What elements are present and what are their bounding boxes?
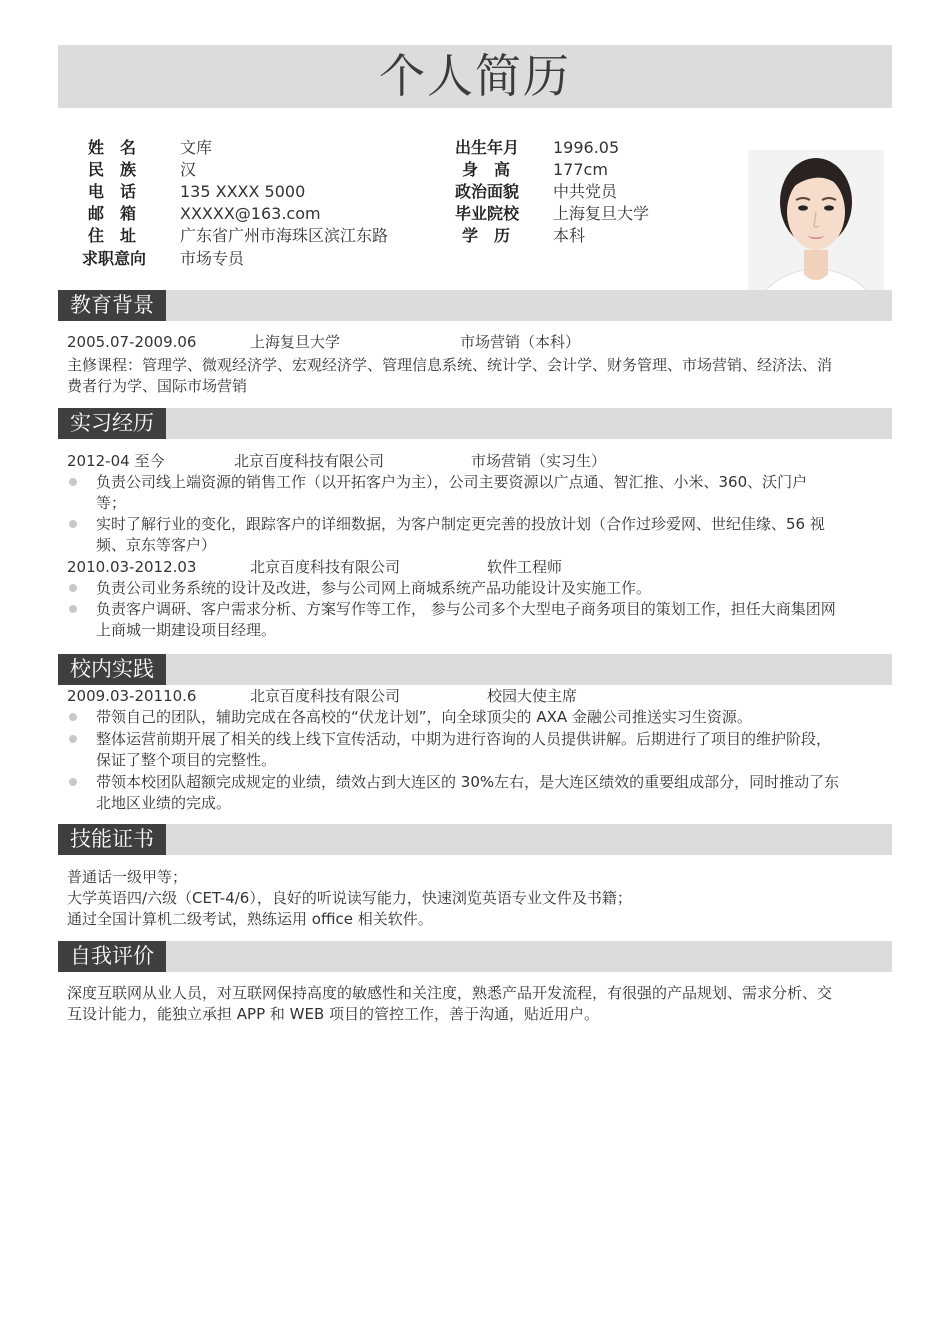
internship-job1-bullet2-line1: 实时了解行业的变化，跟踪客户的详细数据，为客户制定更完善的投放计划（合作过珍爱网、世纪佳缘、56 视 — [96, 515, 825, 533]
bullet-dot-icon — [69, 713, 77, 721]
label-height: 身 高 — [462, 160, 511, 179]
portrait-photo — [748, 150, 884, 312]
internship-job1-bullet1-line1: 负责公司线上端资源的销售工作（以开拓客户为主），公司主要资源以广点通、智汇推、小米、360、沃门户 — [96, 473, 808, 491]
value-phone: 135 XXXX 5000 — [180, 182, 306, 201]
value-political: 中共党员 — [553, 182, 618, 201]
education-school: 上海复旦大学 — [250, 333, 341, 351]
education-major: 市场营销（本科） — [460, 333, 581, 351]
education-section-header — [58, 290, 892, 321]
internship-job2-period: 2010.03-2012.03 — [67, 558, 197, 576]
internship-section-header — [58, 408, 892, 439]
skills-section-header — [58, 824, 892, 855]
campus-period: 2009.03-20110.6 — [67, 687, 197, 705]
campus-bullet2-line1: 整体运营前期开展了相关的线上线下宣传活动，中期为进行咨询的人员提供讲解。后期进行了项目的维护阶段， — [96, 730, 832, 748]
skills-line1: 普通话一级甲等； — [67, 868, 188, 886]
label-name: 姓 名 — [88, 138, 137, 157]
campus-bullet2-line2: 保证了整个项目的完整性。 — [96, 751, 277, 769]
campus-company: 北京百度科技有限公司 — [250, 687, 401, 705]
label-political: 政治面貌 — [455, 182, 520, 201]
skills-heading: 技能证书 — [58, 824, 166, 855]
education-heading: 教育背景 — [58, 290, 166, 321]
internship-job1-company: 北京百度科技有限公司 — [234, 452, 385, 470]
self-eval-heading: 自我评价 — [58, 941, 166, 972]
self-eval-section-header — [58, 941, 892, 972]
label-phone: 电 话 — [88, 182, 137, 201]
label-email: 邮 箱 — [88, 204, 137, 223]
campus-bullet3-line2: 北地区业绩的完成。 — [96, 794, 232, 812]
skills-line2: 大学英语四/六级（CET-4/6），良好的听说读写能力，快速浏览英语专业文件及书籍； — [67, 889, 632, 907]
bullet-dot-icon — [69, 778, 77, 786]
internship-job2-bullet2-line2: 上商城一期建设项目经理。 — [96, 621, 277, 639]
value-height: 177cm — [553, 160, 608, 179]
value-address: 广东省广州市海珠区滨江东路 — [180, 226, 389, 245]
self-eval-line2: 互设计能力，能独立承担 APP 和 WEB 项目的管控工作，善于沟通，贴近用户。 — [67, 1005, 600, 1023]
label-job-intention: 求职意向 — [82, 249, 147, 268]
internship-job1-role: 市场营销（实习生） — [471, 452, 607, 470]
bullet-dot-icon — [69, 605, 77, 613]
value-email: XXXXX@163.com — [180, 204, 321, 223]
internship-job1-bullet1-line2: 等； — [96, 494, 127, 512]
campus-heading: 校内实践 — [58, 654, 166, 685]
internship-job2-role: 软件工程师 — [487, 558, 563, 576]
internship-job2-bullet1-line1: 负责公司业务系统的设计及改进，参与公司网上商城系统产品功能设计及实施工作。 — [96, 579, 652, 597]
campus-bullet1-line1: 带领自己的团队，辅助完成在各高校的“伏龙计划”，向全球顶尖的 AXA 金融公司推送实习生资源。 — [96, 708, 752, 726]
campus-bullet3-line1: 带领本校团队超额完成规定的业绩，绩效占到大连区的 30%左右，是大连区绩效的重要组成部分，同时推动了东 — [96, 773, 840, 791]
education-courses-line2: 费者行为学、国际市场营销 — [67, 377, 248, 395]
portrait-icon — [748, 150, 884, 312]
title-banner — [58, 45, 892, 108]
internship-job1-bullet2-line2: 频、京东等客户） — [96, 536, 217, 554]
bullet-dot-icon — [69, 735, 77, 743]
value-birth: 1996.05 — [553, 138, 620, 157]
self-eval-line1: 深度互联网从业人员，对互联网保持高度的敏感性和关注度，熟悉产品开发流程，有很强的产品规划、需求分析、交 — [67, 984, 833, 1002]
campus-role: 校园大使主席 — [487, 687, 578, 705]
internship-heading: 实习经历 — [58, 408, 166, 439]
value-degree: 本科 — [553, 226, 586, 245]
label-ethnicity: 民 族 — [88, 160, 137, 179]
education-courses-line1: 主修课程：管理学、微观经济学、宏观经济学、管理信息系统、统计学、会计学、财务管理、市场营销、经济法、消 — [67, 356, 833, 374]
internship-job2-bullet2-line1: 负责客户调研、客户需求分析、方案写作等工作， 参与公司多个大型电子商务项目的策划工作，担任大商集团网 — [96, 600, 836, 618]
bullet-dot-icon — [69, 520, 77, 528]
value-ethnicity: 汉 — [180, 160, 197, 179]
bullet-dot-icon — [69, 478, 77, 486]
internship-job2-company: 北京百度科技有限公司 — [250, 558, 401, 576]
campus-section-header — [58, 654, 892, 685]
page-title: 个人简历 — [379, 49, 571, 103]
value-name: 文库 — [180, 138, 213, 157]
internship-job1-period: 2012-04 至今 — [67, 452, 165, 470]
value-job-intention: 市场专员 — [180, 249, 245, 268]
value-school: 上海复旦大学 — [553, 204, 650, 223]
label-birth: 出生年月 — [455, 138, 520, 157]
label-degree: 学 历 — [462, 226, 511, 245]
label-address: 住 址 — [88, 226, 137, 245]
label-school: 毕业院校 — [455, 204, 520, 223]
education-period: 2005.07-2009.06 — [67, 333, 197, 351]
bullet-dot-icon — [69, 584, 77, 592]
skills-line3: 通过全国计算机二级考试，熟练运用 office 相关软件。 — [67, 910, 433, 928]
